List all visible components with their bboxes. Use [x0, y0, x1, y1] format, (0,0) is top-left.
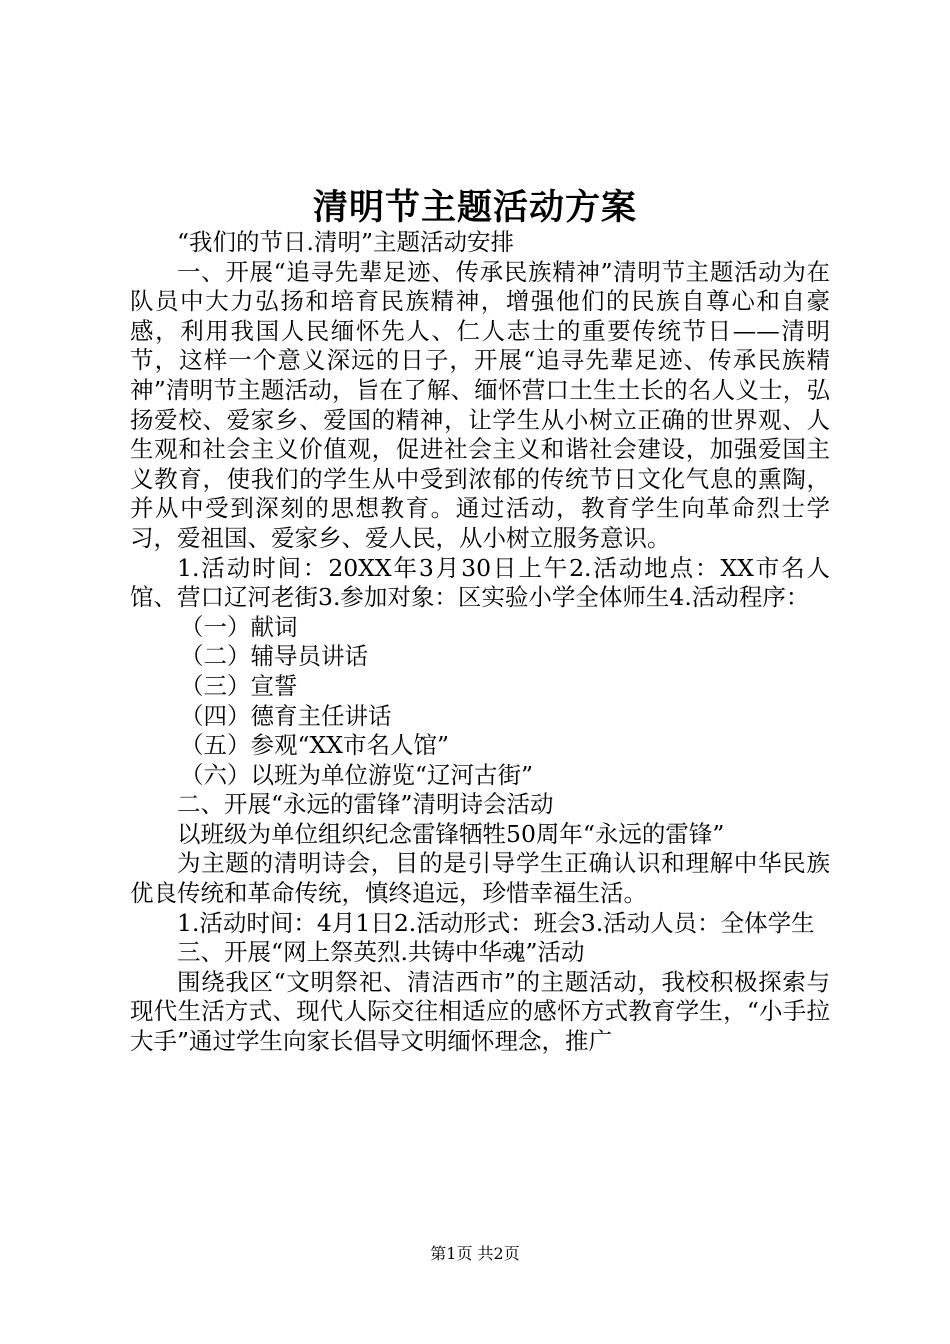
paragraph-section-three: 三、开展“网上祭英烈.共铸中华魂”活动 [177, 938, 585, 967]
program-item-5: （五）参观“XX市名人馆” [180, 731, 449, 760]
paragraph-section-one-details: 1.活动时间：20XX年3月30日上午2.活动地点：XX市名人馆、营口辽河老街3.参加对象：区实验小学全体师生4.活动程序： [130, 553, 830, 612]
page-number-footer: 第1页 共2页 [430, 1244, 520, 1263]
paragraph-section-two: 二、开展“永远的雷锋”清明诗会活动 [177, 790, 554, 819]
document-title: 清明节主题活动方案 [312, 187, 637, 228]
program-item-4: （四）德育主任讲话 [180, 701, 392, 730]
paragraph-section-two-intro: 以班级为单位组织纪念雷锋牺牲50周年“永远的雷锋” [177, 819, 725, 848]
program-item-1: （一）献词 [180, 612, 298, 641]
document-body [130, 228, 830, 1057]
paragraph-section-two-purpose: 为主题的清明诗会，目的是引导学生正确认识和理解中华民族优良传统和革命传统，慎终追远，珍惜幸福生活。 [130, 849, 830, 908]
program-item-2: （二）辅导员讲话 [180, 642, 368, 671]
paragraph-section-three-body: 围绕我区“文明祭祀、清洁西市”的主题活动，我校积极探索与现代生活方式、现代人际交往相适应的感怀方式教育学生，“小手拉大手”通过学生向家长倡导文明缅怀理念，推广 [130, 967, 830, 1056]
program-item-3: （三）宣誓 [180, 671, 298, 700]
paragraph-activity-arrangement: “我们的节日.清明”主题活动安排 [177, 228, 514, 256]
program-item-6: （六）以班为单位游览“辽河古街” [180, 760, 534, 789]
paragraph-section-two-details: 1.活动时间：4月1日2.活动形式：班会3.活动人员：全体学生 [177, 908, 815, 937]
paragraph-section-one: 一、开展“追寻先辈足迹、传承民族精神”清明节主题活动为在队员中大力弘扬和培育民族精神，增强他们的民族自尊心和自豪感，利用我国人民缅怀先人、仁人志士的重要传统节日——清明节，这样一个意义深远的日子，开展“追寻先辈足迹、传承民族精神”清明节主题活动，旨在了解、缅怀营口土生土长的名人义士，弘扬爱校、爱家乡、爱国的精神，让学生从小树立正确的世界观、人生观和社会主义价值观，促进社会主义和谐社会建设，加强爱国主义教育，使我们的学生从中受到浓郁的传统节日文化气息的熏陶，并从中受到深刻的思想教育。通过活动，教育学生向革命烈士学习，爱祖国、爱家乡、爱人民，从小树立服务意识。 [130, 257, 830, 552]
